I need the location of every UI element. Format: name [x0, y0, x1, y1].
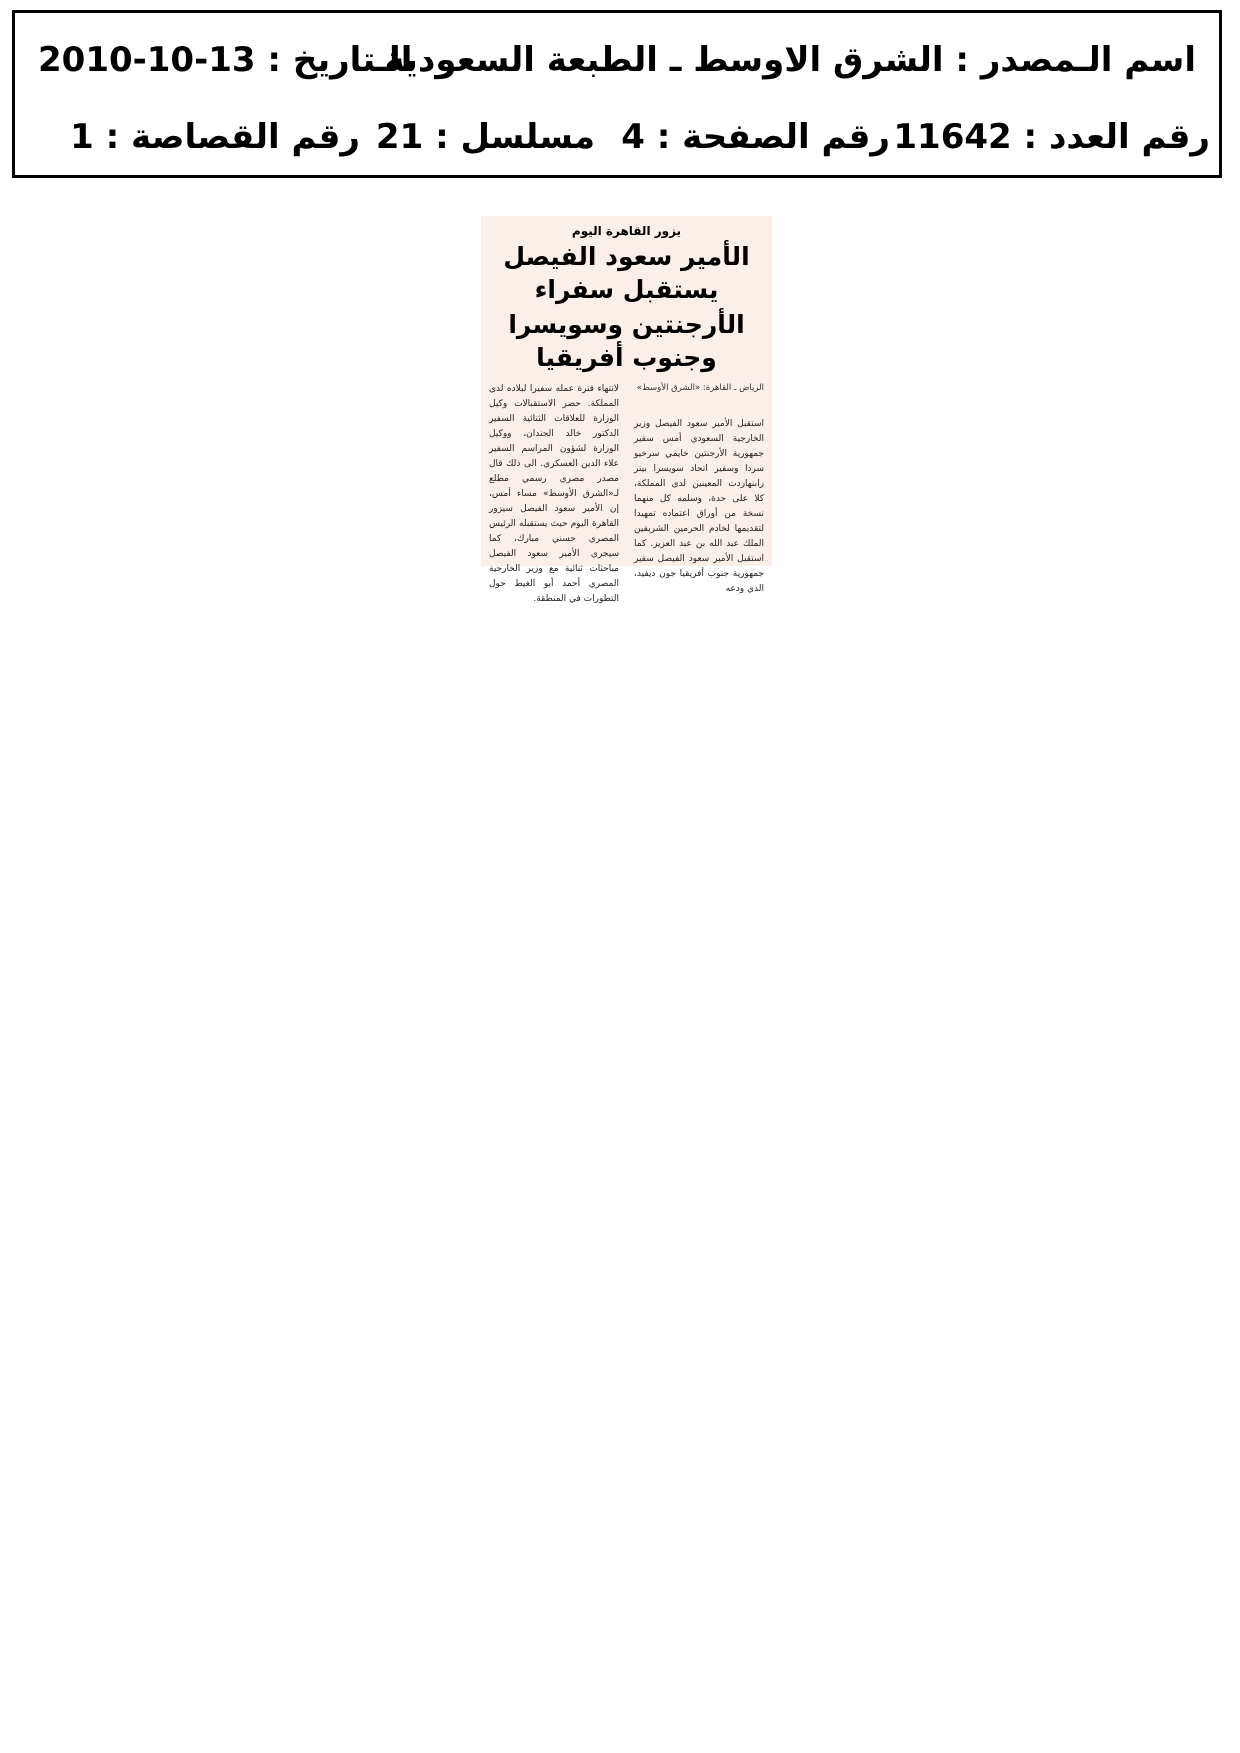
clipping-column-right-text: استقبل الأمير سعود الفيصل وزير الخارجية السعودي أمس سفير جمهورية الأرجنتين خايمي سرخيو سردا وسفير اتحاد سويسرا بيتر رابنهاردت المعينين لدى المملكة، كلا على حدة، وسلمه كل منهما نسخة من أوراق اعتماده تمهيدا لتقديمها لخادم الحرمين الشريفين الملك عبد الله بن عبد العزيز. كما استقبل الأمير سعود الفيصل سفير جمهورية جنوب أفريقيا جون ديفيد، الذي ودعه	[634, 419, 764, 594]
clipping-column-right	[634, 382, 764, 607]
newspaper-clipping	[481, 216, 772, 604]
clipping-column-left	[489, 382, 619, 607]
clipping-dateline: الرياض ـ القاهرة: «الشرق الأوسط»	[636, 383, 764, 393]
clipping-headline-line-1: الأمير سعود الفيصل يستقبل سفراء	[503, 242, 750, 304]
serial-number-label: مسلسل : 21	[375, 117, 595, 157]
date-label: الـتاريخ : 13-10-2010	[38, 40, 413, 80]
clip-number-label: رقم القصاصة : 1	[70, 117, 360, 157]
page-number-label: رقم الصفحة : 4	[621, 117, 890, 157]
source-label: اسم الـمصدر : الشرق الاوسط ـ الطبعة السعودية	[384, 40, 1196, 80]
clipping-headline-line-2: الأرجنتين وسويسرا وجنوب أفريقيا	[508, 310, 745, 372]
clipping-column-left-text: لانتهاء فترة عمله سفيرا لبلاده لدى المملكة. حضر الاستقبالات وكيل الوزارة للعلاقات الثنائية السفير الدكتور خالد الجندان، ووكيل الوزارة لشؤون المراسم السفير علاء الدين العسكري. الى ذلك قال مصدر مصري رسمي مطلع لـ«الشرق الأوسط» مساء أمس، إن الأمير سعود الفيصل سيزور القاهرة اليوم حيث يستقبله الرئيس المصري حسني مبارك، كما سيجري الأمير سعود الفيصل مباحثات ثنائية مع وزير الخارجية المصري أحمد أبو الغيط حول التطورات في المنطقة.	[489, 384, 619, 604]
issue-number-label: رقم العدد : 11642	[893, 117, 1210, 157]
clipping-kicker: يزور القاهرة اليوم	[571, 224, 682, 238]
clipping-body	[489, 382, 764, 607]
